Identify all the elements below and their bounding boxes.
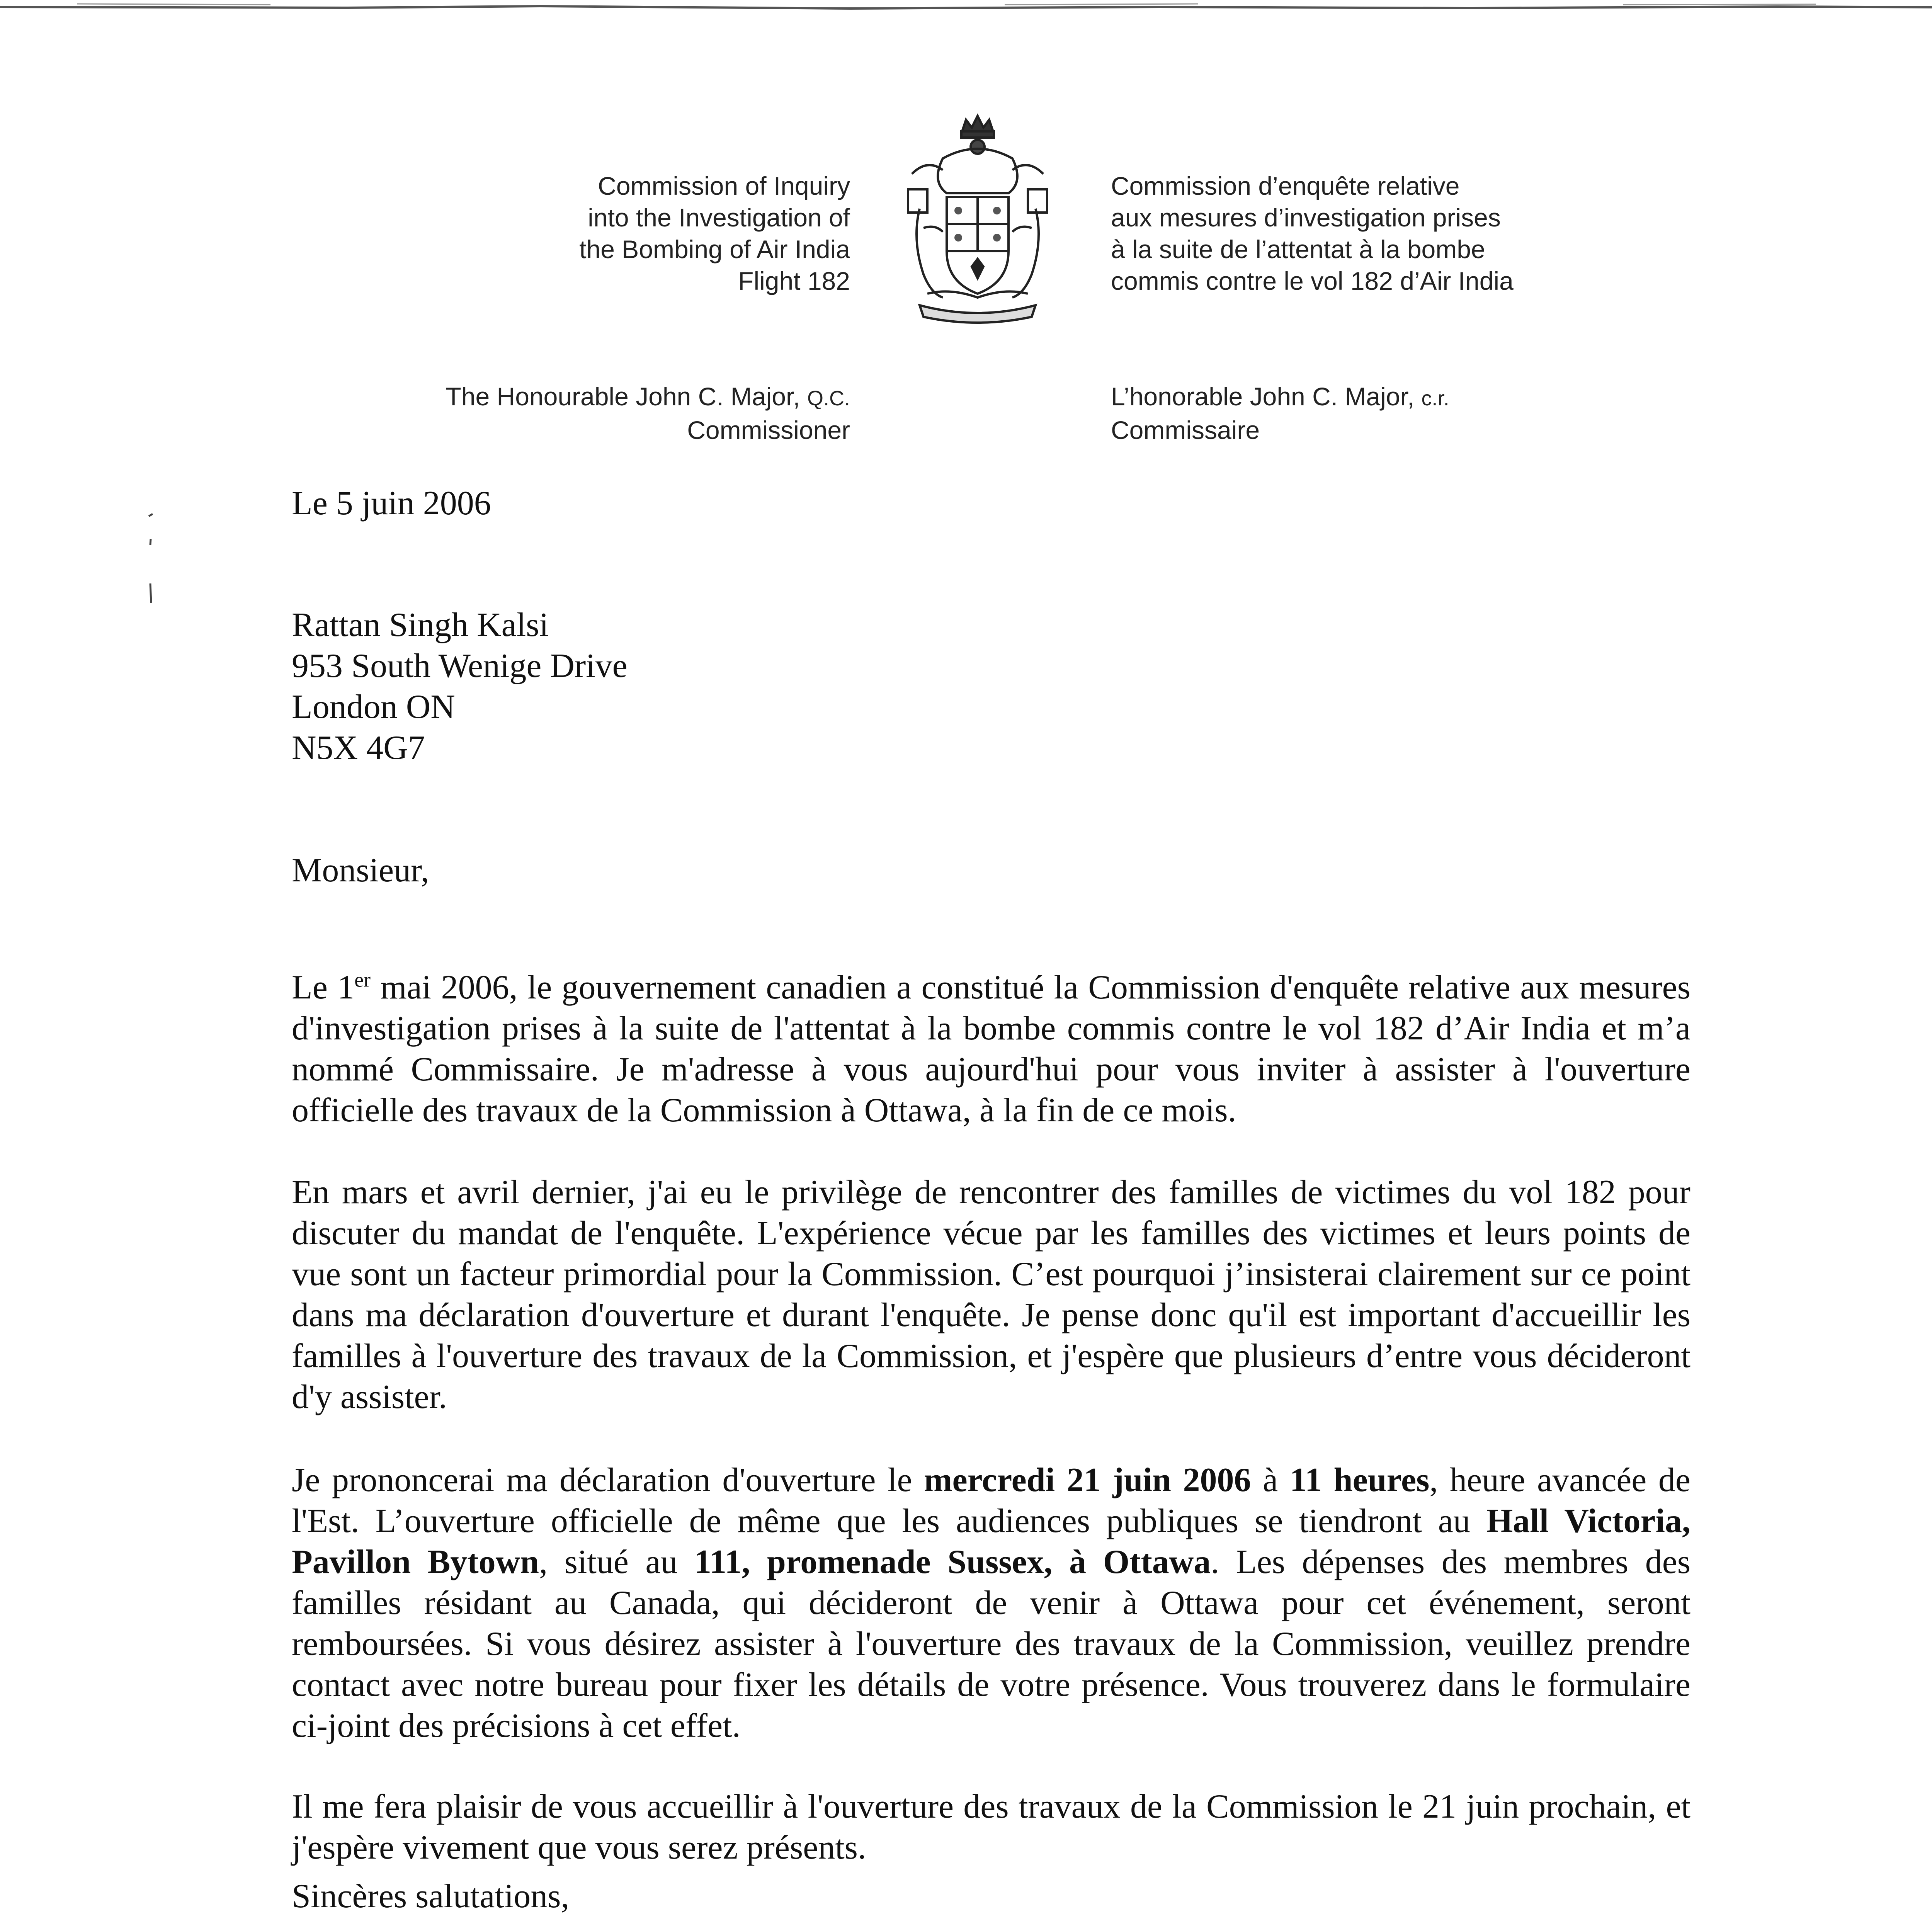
salutation: Monsieur, bbox=[292, 852, 429, 889]
header-english-line: Commission of Inquiry bbox=[598, 172, 850, 200]
header-french-line: aux mesures d’investigation prises bbox=[1111, 203, 1501, 232]
commissioner-name-fr bbox=[1111, 381, 1449, 414]
para3-text: , heure avancée de l'Est. L’ouverture officielle de même que les audiences publiques se tiendront au bbox=[292, 1461, 1690, 1540]
paragraph-1 bbox=[292, 967, 1690, 1131]
header-french-line: Commission d’enquête relative bbox=[1111, 172, 1460, 200]
para1-prefix: Le 1 bbox=[292, 969, 355, 1006]
para3-text: Je prononcerai ma déclaration d'ouverture le bbox=[292, 1461, 924, 1499]
scan-top-edge bbox=[0, 0, 1932, 15]
commissioner-name-text: L’honorable John C. Major, bbox=[1111, 382, 1422, 411]
event-venue: Hall Victoria, Pavillon Bytown bbox=[292, 1502, 1690, 1581]
paragraph-2: En mars et avril dernier, j'ai eu le privilège de rencontrer des familles de victimes du vol 182 pour discuter du mandat de l'enquête. L'expérience vécue par les familles des victimes et leurs points de vue sont un facteur primordial pour la Commission. C’est pourquoi j’insisterai clairement sur ce point dans ma déclaration d'ouverture et durant l'enquête. Je pense donc qu'il est important d'accueillir les familles à l'ouverture des travaux de la Commission, et j'espère que plusieurs d’entre vous décideront d'y assister. bbox=[292, 1173, 1690, 1416]
event-date: mercredi 21 juin 2006 bbox=[924, 1461, 1251, 1499]
address-line: London ON bbox=[292, 688, 455, 726]
letter-date: Le 5 juin 2006 bbox=[292, 485, 491, 522]
commissioner-title-fr: Commissaire bbox=[1111, 416, 1260, 444]
commissioner-suffix: Q.C. bbox=[807, 387, 850, 410]
event-address: 111, promenade Sussex, à Ottawa bbox=[694, 1543, 1211, 1581]
commissioner-name-en bbox=[446, 381, 850, 414]
event-time: 11 heures bbox=[1289, 1461, 1430, 1499]
commissioner-name-text: The Honourable John C. Major, bbox=[446, 382, 807, 411]
header-french bbox=[1111, 170, 1514, 297]
scan-margin-mark bbox=[145, 502, 156, 618]
address-line: 953 South Wenige Drive bbox=[292, 647, 628, 685]
header-english bbox=[579, 170, 850, 297]
para1-superscript: er bbox=[354, 968, 371, 992]
para3-text: . Les dépenses des membres des familles résidant au Canada, qui décideront de venir à Ottawa pour cet événement, seront remboursées. Si vous désirez assister à l'ouverture des travaux de la Commission, veuillez prendre contact avec notre bureau pour fixer les détails de votre présence. Vous trouverez dans le formulaire ci-joint des précisions à cet effet. bbox=[292, 1543, 1690, 1745]
handwritten-signature bbox=[475, 1926, 761, 1932]
address-line: N5X 4G7 bbox=[292, 729, 425, 767]
paragraph-3 bbox=[292, 1460, 1690, 1747]
header-french-line: à la suite de l’attentat à la bombe bbox=[1111, 235, 1485, 264]
commissioner-french bbox=[1111, 381, 1449, 446]
recipient-address bbox=[292, 605, 1690, 769]
header-french-line: commis contre le vol 182 d’Air India bbox=[1111, 267, 1514, 295]
para3-text: à bbox=[1251, 1461, 1290, 1499]
commissioner-title-en: Commissioner bbox=[687, 416, 850, 444]
closing: Sincères salutations, bbox=[292, 1878, 570, 1915]
commissioner-suffix: c.r. bbox=[1421, 387, 1449, 410]
coat-of-arms-icon bbox=[896, 112, 1059, 328]
paragraph-4: Il me fera plaisir de vous accueillir à l'ouverture des travaux de la Commission le 21 juin prochain, et j'espère vivement que vous serez présents. bbox=[292, 1788, 1690, 1866]
commissioner-english bbox=[446, 381, 850, 446]
header-english-line: Flight 182 bbox=[738, 267, 850, 295]
para1-text: mai 2006, le gouvernement canadien a constitué la Commission d'enquête relative aux mesures d'investigation prises à la suite de l'attentat à la bombe commis contre le vol 182 d’Air India et m’a nommé Commissaire. Je m'adresse à vous aujourd'hui pour vous inviter à assister à l'ouverture officielle des travaux de la Commission à Ottawa, à la fin de ce mois. bbox=[292, 969, 1690, 1129]
para3-text: , situé au bbox=[539, 1543, 695, 1581]
address-line: Rattan Singh Kalsi bbox=[292, 606, 549, 644]
header-english-line: into the Investigation of bbox=[588, 203, 850, 232]
header-english-line: the Bombing of Air India bbox=[579, 235, 850, 264]
